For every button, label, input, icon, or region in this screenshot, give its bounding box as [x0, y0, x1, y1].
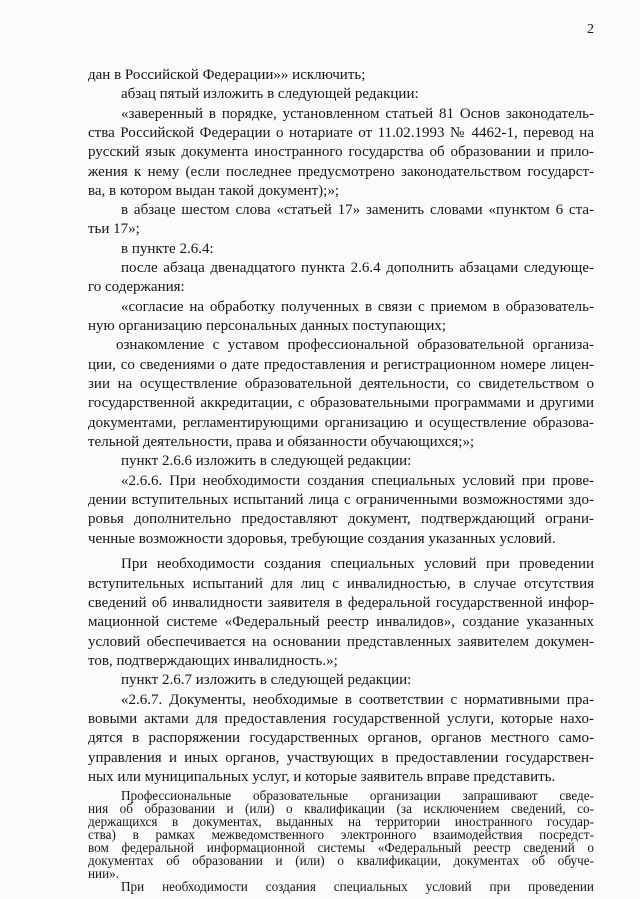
paragraph-10-line-5: тов, подтверждающих инвалидность.»; — [88, 653, 338, 669]
paragraph-7-line-3: государственной аккредитации, с образовательными программами и другими — [88, 395, 594, 411]
paragraph-13-line-1: ния об образовании и (или) о квалификации (за исключением сведений, со- — [88, 801, 594, 816]
paragraph-1-line-0: абзац пятый изложить в следующей редакции: — [121, 86, 419, 102]
paragraph-13-line-0: Профессиональные образовательные организации запрашивают сведе- — [121, 788, 594, 803]
paragraph-5-line-1: го содержания: — [88, 279, 185, 295]
paragraph-5-line-0: после абзаца двенадцатого пункта 2.6.4 дополнить абзацами следующе- — [121, 260, 594, 276]
paragraph-10-line-2: сведений об инвалидности заявителя в федеральной государственной инфор- — [88, 595, 594, 611]
paragraph-7-line-0: ознакомление с уставом профессиональной образовательной организа- — [116, 337, 594, 353]
paragraph-2-line-4: ва, в котором выдан такой документ);»; — [88, 183, 340, 199]
paragraph-7-line-5: тельной деятельности, права и обязанности обучающихся;»; — [88, 434, 475, 450]
paragraph-7-line-4: документами, регламентирующими организацию и осуществление образова- — [88, 415, 594, 431]
paragraph-9-line-3: ченные возможности здоровья, требующие создания указанных условий. — [88, 531, 556, 547]
paragraph-6-line-1: ную организацию персональных данных поступающих; — [88, 318, 447, 334]
paragraph-13-line-2: держащихся в документах, выданных на территории иностранного государ- — [88, 814, 594, 829]
paragraph-12-line-4: ных или муниципальных услуг, и которые заявитель вправе представить. — [88, 769, 556, 785]
paragraph-9-line-1: дении вступительных испытаний лица с ограниченными возможностями здо- — [88, 492, 594, 508]
paragraph-2-line-2: русский язык документа иностранного государства об образовании и прило- — [88, 144, 594, 160]
paragraph-13-line-5: документах об образовании и (или) о квалификации, документах об обуче- — [88, 853, 594, 868]
paragraph-7-line-2: зии на осуществление образовательной деятельности, со свидетельством о — [88, 376, 594, 392]
paragraph-9-line-0: «2.6.6. При необходимости создания специальных условий при прове- — [121, 473, 594, 489]
paragraph-10-line-3: мационной системе «Федеральный реестр инвалидов», создание указанных — [88, 614, 594, 630]
paragraph-10-line-4: условий обеспечивается на основании представленных заявителем докумен- — [88, 634, 594, 650]
paragraph-10-line-0: При необходимости создания специальных условий при проведении — [121, 556, 594, 572]
page-number: 2 — [587, 22, 594, 37]
paragraph-12-line-2: дятся в распоряжении государственных органов, органов местного само- — [88, 730, 594, 746]
paragraph-10-line-1: вступительных испытаний для лиц с инвалидностью, в случае отсутствия — [88, 576, 594, 592]
paragraph-14-line-0: При необходимости создания специальных условий при проведении — [121, 879, 594, 894]
paragraph-0-line-0: дан в Российской Федерации»» исключить; — [88, 67, 366, 83]
paragraph-13-line-6: нии». — [88, 866, 120, 881]
paragraph-12-line-0: «2.6.7. Документы, необходимые в соответствии с нормативными пра- — [121, 692, 594, 708]
paragraph-3-line-1: тьи 17»; — [88, 221, 140, 237]
paragraph-13-line-3: ства) в рамках межведомственного электронного взаимодействия посредст- — [88, 827, 594, 842]
paragraph-3-line-0: в абзаце шестом слова «статьей 17» заменить словами «пунктом 6 ста- — [121, 202, 594, 218]
paragraph-7-line-1: ции, со сведениями о дате предоставления и регистрационном номере лицен- — [88, 357, 594, 373]
paragraph-11-line-0: пункт 2.6.7 изложить в следующей редакции: — [121, 672, 412, 688]
paragraph-12-line-1: вовыми актами для предоставления государственной услуги, которые нахо- — [88, 711, 594, 727]
paragraph-6-line-0: «согласие на обработку полученных в связи с приемом в образователь- — [121, 299, 594, 315]
paragraph-2-line-1: ства Российской Федерации о нотариате от 11.02.1993 № 4462-1, перевод на — [88, 125, 594, 141]
paragraph-12-line-3: управления и иных органов, участвующих в предоставлении государствен- — [88, 750, 594, 766]
paragraph-2-line-0: «заверенный в порядке, установленном статьей 81 Основ законодатель- — [121, 106, 594, 122]
paragraph-8-line-0: пункт 2.6.6 изложить в следующей редакции: — [121, 453, 412, 469]
paragraph-2-line-3: жения к нему (если последнее предусмотрено законодательством государст- — [88, 164, 594, 180]
paragraph-13-line-4: вом федеральной информационной системы «Федеральный реестр сведений о — [88, 840, 594, 855]
paragraph-9-line-2: ровья дополнительно предоставляют документ, подтверждающий ограни- — [88, 511, 594, 527]
paragraph-4-line-0: в пункте 2.6.4: — [121, 241, 214, 257]
